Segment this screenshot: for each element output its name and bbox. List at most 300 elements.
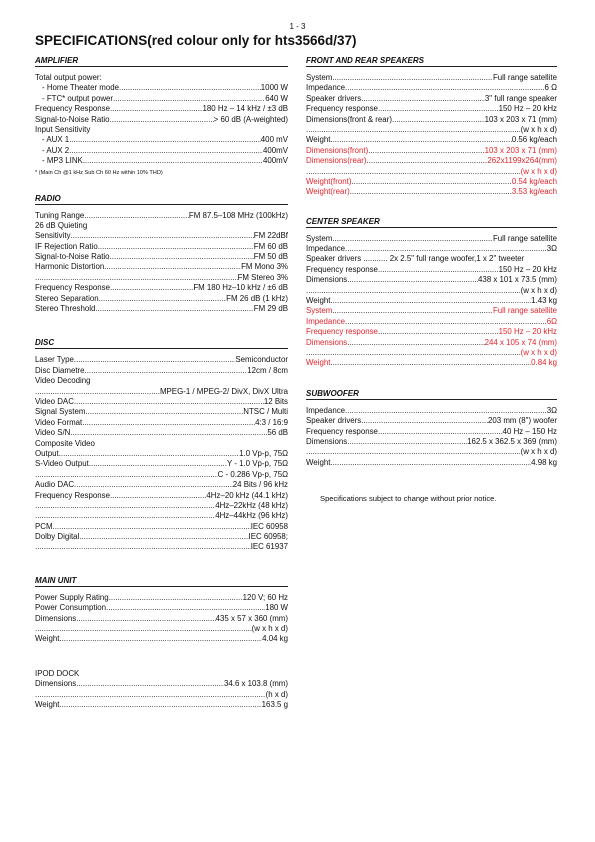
input-sensitivity-label: Input Sensitivity — [35, 124, 91, 134]
dot-leader — [330, 358, 531, 368]
dot-leader — [306, 125, 521, 135]
spec-label: Weight — [35, 699, 60, 709]
dot-leader — [104, 262, 241, 272]
dot-leader — [306, 286, 521, 296]
spec-value: FM Mono 3% — [241, 262, 288, 272]
input-rows — [35, 135, 288, 166]
spec-value: 150 Hz – 20 kHz — [498, 104, 557, 114]
spec-label: Dimensions(front & rear) — [306, 114, 392, 124]
spec-value: 0.56 kg/each — [511, 135, 557, 145]
center-section — [306, 216, 557, 369]
center-rows-2 — [306, 265, 557, 369]
spec-row — [35, 242, 288, 252]
spec-value: 640 W — [265, 93, 288, 103]
dot-leader — [378, 427, 503, 437]
spec-row — [306, 348, 557, 358]
spec-label: Impedance — [306, 405, 346, 415]
spec-label: Output — [35, 448, 59, 458]
spec-label: Stereo Separation — [35, 293, 99, 303]
amplifier-note: * (Main Ch @1 kHz Sub Ch 60 Hz within 10% THD) — [35, 169, 163, 176]
spec-value: 400mV — [262, 145, 288, 155]
ipod-dock-rows — [35, 679, 288, 710]
total-output-label: Total output power: — [35, 73, 102, 82]
spec-row — [35, 690, 288, 700]
spec-row — [306, 406, 557, 416]
spec-value: 4.98 kg — [531, 457, 557, 467]
dot-leader — [109, 593, 243, 603]
spec-label: Frequency response — [306, 327, 378, 337]
spec-label: Impedance — [306, 83, 346, 93]
dot-leader — [351, 177, 511, 187]
dot-leader — [330, 458, 531, 468]
radio-rows — [35, 231, 288, 314]
center-rows — [306, 234, 557, 255]
spec-label: - AUX 2 — [42, 145, 70, 155]
spec-value: FM 29 dB — [253, 304, 288, 314]
spec-row — [35, 614, 288, 624]
dot-leader — [345, 317, 547, 327]
spec-label: Frequency Response — [35, 104, 111, 114]
spec-label: Frequency response — [306, 104, 378, 114]
spec-label: Video DAC — [35, 396, 74, 406]
dot-leader — [70, 428, 267, 438]
amplifier-heading: AMPLIFIER — [35, 55, 288, 67]
spec-value: 435 x 57 x 360 (mm) — [215, 613, 288, 623]
spec-value: (w x h x d) — [520, 166, 557, 176]
spec-label: Video Format — [35, 417, 83, 427]
spec-row — [306, 306, 557, 316]
dot-leader — [85, 366, 248, 376]
spec-value: 150 Hz – 20 kHz — [498, 327, 557, 337]
spec-label: Weight — [35, 634, 60, 644]
dot-leader — [106, 603, 265, 613]
spec-value: 1000 W — [260, 83, 288, 93]
spec-label: PCM — [35, 521, 53, 531]
dot-leader — [35, 542, 251, 552]
spec-value: 150 Hz – 20 kHz — [498, 264, 557, 274]
dot-leader — [74, 480, 233, 490]
dot-leader — [76, 614, 215, 624]
dot-leader — [71, 231, 254, 241]
dot-leader — [59, 449, 239, 459]
dot-leader — [110, 104, 203, 114]
spec-value: IEC 61937 — [250, 542, 288, 552]
disc-section — [35, 337, 288, 552]
dot-leader — [330, 296, 531, 306]
spec-row — [35, 156, 288, 166]
spec-value: 34.6 x 103.8 (mm) — [223, 679, 288, 689]
spec-value: 438 x 101 x 73.5 (mm) — [478, 275, 557, 285]
dot-leader — [347, 275, 478, 285]
dot-leader — [74, 397, 264, 407]
dot-leader — [119, 83, 261, 93]
spec-value: 3" full range speaker — [484, 93, 557, 103]
dot-leader — [110, 283, 193, 293]
spec-row — [306, 427, 557, 437]
amplifier-rows — [35, 83, 288, 125]
spec-value: FM 22dBf — [253, 231, 288, 241]
spec-value: 4.04 kg — [262, 634, 288, 644]
spec-row — [306, 234, 557, 244]
spec-value: Full range satellite — [492, 73, 557, 82]
spec-value: 0.84 kg — [531, 358, 557, 368]
disc-heading: DISC — [35, 337, 288, 349]
ipod-dock-heading: IPOD DOCK — [35, 668, 80, 678]
spec-row — [306, 458, 557, 468]
main-unit-section — [35, 575, 288, 645]
spec-value: 24 Bits / 96 kHz — [232, 480, 288, 490]
spec-row — [35, 355, 288, 365]
page-title: SPECIFICATIONS(red colour only for hts3566d/37) — [35, 33, 357, 48]
spec-row — [35, 459, 288, 469]
spec-value: MPEG-1 / MPEG-2/ DivX, DivX Ultra — [159, 386, 288, 396]
spec-row — [306, 437, 557, 447]
spec-value: 3.53 kg/each — [511, 187, 557, 197]
spec-label: Disc Diametre — [35, 365, 85, 375]
spec-value: 244 x 105 x 74 (mm) — [484, 337, 557, 347]
spec-value: IEC 60958; — [248, 532, 288, 542]
spec-row — [306, 177, 557, 187]
spec-value: FM 26 dB (1 kHz) — [226, 293, 288, 303]
spec-value: 400 mV — [260, 135, 288, 145]
dot-leader — [84, 211, 189, 221]
dot-leader — [306, 167, 521, 177]
spec-row — [35, 501, 288, 511]
spec-row — [35, 542, 288, 552]
spec-label: Speaker drivers — [306, 93, 362, 103]
dot-leader — [347, 338, 484, 348]
spec-row — [35, 511, 288, 521]
spec-row — [35, 294, 288, 304]
spec-value: 4Hz–20 kHz (44.1 kHz) — [206, 490, 288, 500]
dot-leader — [35, 511, 215, 521]
dot-leader — [59, 634, 262, 644]
dot-leader — [110, 252, 254, 262]
spec-value: 6 Ω — [544, 83, 557, 93]
spec-row — [35, 480, 288, 490]
spec-row — [306, 327, 557, 337]
spec-label: Frequency Response — [35, 490, 111, 500]
spec-label: Audio DAC — [35, 480, 75, 490]
dot-leader — [82, 418, 255, 428]
spec-row — [306, 286, 557, 296]
spec-value: Y - 1.0 Vp-p, 75Ω — [226, 459, 288, 469]
dot-leader — [35, 273, 238, 283]
spec-label: - Home Theater mode — [42, 83, 120, 93]
spec-label: Signal-to-Noise Ratio — [35, 252, 110, 262]
spec-label: Weight(rear) — [306, 187, 350, 197]
dot-leader — [74, 355, 235, 365]
spec-label: Stereo Threshold — [35, 304, 96, 314]
spec-row — [306, 358, 557, 368]
spec-label: Weight — [306, 135, 331, 145]
spec-label: Weight — [306, 457, 331, 467]
spec-label: Impedance — [306, 244, 346, 254]
spec-value: IEC 60958 — [250, 521, 288, 531]
dot-leader — [306, 447, 521, 457]
spec-label: System — [306, 73, 333, 82]
spec-value: 262x1199x264(mm) — [487, 156, 557, 166]
spec-label: Frequency response — [306, 426, 378, 436]
dot-leader — [367, 156, 488, 166]
spec-label: Dolby Digital — [35, 532, 80, 542]
dot-leader — [110, 491, 206, 501]
spec-value: (w x h x d) — [251, 624, 288, 634]
dot-leader — [330, 135, 511, 145]
spec-value: FM 60 dB — [253, 241, 288, 251]
spec-value: Full range satellite — [492, 306, 557, 316]
spec-row — [306, 156, 557, 166]
spec-value: 103 x 203 x 71 (mm) — [484, 114, 557, 124]
spec-label: Harmonic Distortion — [35, 262, 105, 272]
dot-leader — [69, 146, 263, 156]
spec-label: Weight — [306, 358, 331, 368]
spec-row — [35, 679, 288, 689]
dot-leader — [378, 327, 499, 337]
spec-row — [35, 532, 288, 542]
spec-value: (w x h x d) — [520, 347, 557, 357]
spec-value: 103 x 203 x 71 (mm) — [484, 145, 557, 155]
spec-value: 120 V; 60 Hz — [242, 592, 288, 602]
spec-row — [35, 115, 288, 125]
spec-row — [35, 470, 288, 480]
dot-leader — [368, 146, 484, 156]
spec-row — [306, 104, 557, 114]
spec-row — [35, 211, 288, 221]
spec-value: 40 Hz – 150 Hz — [502, 426, 557, 436]
spec-row — [306, 125, 557, 135]
dot-leader — [347, 437, 467, 447]
amplifier-section — [35, 55, 288, 178]
spec-row — [306, 146, 557, 156]
spec-label: Dimensions — [35, 679, 77, 689]
radio-heading: RADIO — [35, 193, 288, 205]
dot-leader — [69, 135, 261, 145]
spec-row — [35, 700, 288, 710]
spec-value: FM 180 Hz–10 kHz / ±6 dB — [193, 283, 288, 293]
spec-row — [35, 522, 288, 532]
spec-row — [35, 387, 288, 397]
spec-row — [35, 366, 288, 376]
spec-value: FM Stereo 3% — [237, 272, 288, 282]
dot-leader — [59, 700, 261, 710]
spec-label: - AUX 1 — [42, 135, 70, 145]
spec-row — [35, 376, 288, 386]
dot-leader — [110, 115, 214, 125]
spec-row — [35, 146, 288, 156]
dot-leader — [35, 690, 266, 700]
spec-value: 162.5 x 362.5 x 369 (mm) — [467, 436, 557, 446]
spec-value: (h x d) — [265, 689, 288, 699]
dot-leader — [345, 406, 547, 416]
spec-row — [35, 283, 288, 293]
spec-value: 1.0 Vp-p, 75Ω — [239, 448, 288, 458]
spec-row — [35, 231, 288, 241]
dot-leader — [350, 187, 512, 197]
spec-value: Full range satellite — [492, 233, 557, 243]
spec-value: 163.5 g — [261, 699, 288, 709]
spec-label: Dimensions — [306, 436, 348, 446]
spec-value: 0.54 kg/each — [511, 176, 557, 186]
dot-leader — [332, 306, 493, 316]
spec-row — [35, 593, 288, 603]
spec-value: (w x h x d) — [520, 124, 557, 134]
spec-row — [306, 265, 557, 275]
spec-row — [306, 83, 557, 93]
dot-leader — [345, 83, 544, 93]
spec-label: Frequency response — [306, 264, 378, 274]
spec-value: 4:3 / 16:9 — [255, 417, 288, 427]
front-rear-heading: FRONT AND REAR SPEAKERS — [306, 55, 557, 67]
spec-row — [35, 252, 288, 262]
dot-leader — [113, 94, 265, 104]
left-column — [35, 55, 288, 710]
spec-row — [35, 428, 288, 438]
spec-label: Signal-to-Noise Ratio — [35, 114, 110, 124]
dot-leader — [76, 679, 224, 689]
spec-row — [306, 135, 557, 145]
spec-row — [306, 338, 557, 348]
dot-leader — [35, 624, 252, 634]
spec-label: IF Rejection Ratio — [35, 241, 98, 251]
spec-label: Laser Type — [35, 355, 74, 365]
dot-leader — [35, 501, 215, 511]
dot-leader — [332, 73, 493, 83]
spec-label: Dimensions — [306, 275, 348, 285]
dot-leader — [361, 94, 485, 104]
dot-leader — [89, 459, 227, 469]
spec-row — [35, 94, 288, 104]
spec-label: System — [306, 306, 333, 316]
spec-value: 180 W — [265, 603, 288, 613]
spec-row — [306, 317, 557, 327]
ipod-dock-section — [35, 669, 288, 711]
spec-label: Power Consumption — [35, 603, 107, 613]
spec-label: Weight — [306, 296, 331, 306]
specifications-footnote: Specifications subject to change without prior notice. — [320, 494, 497, 504]
main-unit-heading: MAIN UNIT — [35, 575, 288, 587]
spec-value: C - 0.286 Vp-p, 75Ω — [217, 469, 288, 479]
spec-value: FM 50 dB — [253, 252, 288, 262]
composite-video-label: Composite Video — [35, 438, 95, 448]
spec-row — [306, 115, 557, 125]
dot-leader — [361, 416, 488, 426]
spec-row — [35, 83, 288, 93]
main-unit-rows — [35, 593, 288, 645]
spec-value: NTSC / Multi — [243, 407, 288, 417]
quieting-label: 26 dB Quieting — [35, 220, 88, 230]
spec-value: (w x h x d) — [520, 447, 557, 457]
center-drivers-line: Speaker drivers ........... 2x 2.5" full range woofer,1 x 2" tweeter — [306, 254, 525, 264]
dot-leader — [35, 470, 218, 480]
spec-label: Dimensions(rear) — [306, 156, 367, 166]
spec-row — [35, 491, 288, 501]
spec-row — [306, 416, 557, 426]
subwoofer-rows — [306, 406, 557, 468]
spec-row — [306, 275, 557, 285]
spec-value: 203 mm (8") woofer — [487, 416, 557, 426]
page-number: 1 - 3 — [289, 22, 306, 31]
spec-value: (w x h x d) — [520, 285, 557, 295]
spec-row — [35, 304, 288, 314]
dot-leader — [95, 304, 253, 314]
dot-leader — [99, 294, 227, 304]
dot-leader — [98, 242, 254, 252]
spec-label: Dimensions — [35, 613, 77, 623]
spec-row — [306, 244, 557, 254]
front-rear-rows — [306, 73, 557, 198]
spec-value: 12cm / 8cm — [247, 365, 288, 375]
spec-row — [35, 397, 288, 407]
dot-leader — [85, 407, 243, 417]
spec-label: Video S/N — [35, 428, 71, 438]
spec-row — [35, 135, 288, 145]
dot-leader — [35, 387, 160, 397]
spec-value: 180 Hz – 14 kHz / ±3 dB — [202, 104, 288, 114]
spec-value: 4Hz–22kHz (48 kHz) — [215, 500, 288, 510]
disc-rows-2 — [35, 449, 288, 553]
spec-label: Signal System — [35, 407, 86, 417]
spec-label: Dimensions — [306, 337, 348, 347]
spec-row — [35, 262, 288, 272]
spec-label: - MP3 LINK — [42, 156, 83, 166]
spec-row — [306, 447, 557, 457]
spec-value: Semiconductor — [235, 355, 288, 365]
spec-label: Video Decoding — [35, 376, 91, 386]
dot-leader — [79, 532, 248, 542]
subwoofer-heading: SUBWOOFER — [306, 388, 557, 400]
spec-label: Dimensions(front) — [306, 145, 369, 155]
spec-label: Impedance — [306, 316, 346, 326]
dot-leader — [378, 265, 499, 275]
spec-row — [306, 73, 557, 83]
spec-value: 56 dB — [267, 428, 288, 438]
spec-label: Frequency Response — [35, 283, 111, 293]
spec-value: 1.43 kg — [531, 296, 557, 306]
dot-leader — [53, 522, 251, 532]
spec-label: Sensitivity — [35, 231, 71, 241]
spec-label: System — [306, 233, 333, 243]
spec-row — [306, 167, 557, 177]
spec-label: Weight(front) — [306, 176, 352, 186]
spec-row — [306, 94, 557, 104]
spec-label: Power Supply Rating — [35, 592, 109, 602]
spec-row — [35, 624, 288, 634]
disc-rows — [35, 355, 288, 438]
dot-leader — [392, 115, 485, 125]
spec-row — [35, 273, 288, 283]
spec-row — [35, 449, 288, 459]
spec-row — [35, 104, 288, 114]
subwoofer-section — [306, 388, 557, 468]
spec-value: 12 Bits — [263, 396, 288, 406]
spec-row — [35, 407, 288, 417]
front-rear-section — [306, 55, 557, 198]
spec-value: 3Ω — [546, 244, 557, 254]
dot-leader — [83, 156, 263, 166]
dot-leader — [378, 104, 499, 114]
spec-row — [306, 296, 557, 306]
spec-value: 400mV — [262, 156, 288, 166]
dot-leader — [306, 348, 521, 358]
spec-label: S-Video Output — [35, 459, 89, 469]
spec-row — [35, 603, 288, 613]
spec-row — [35, 634, 288, 644]
dot-leader — [345, 244, 547, 254]
spec-value: FM 87.5–108 MHz (100kHz) — [188, 210, 288, 220]
center-heading: CENTER SPEAKER — [306, 216, 557, 228]
dot-leader — [332, 234, 493, 244]
